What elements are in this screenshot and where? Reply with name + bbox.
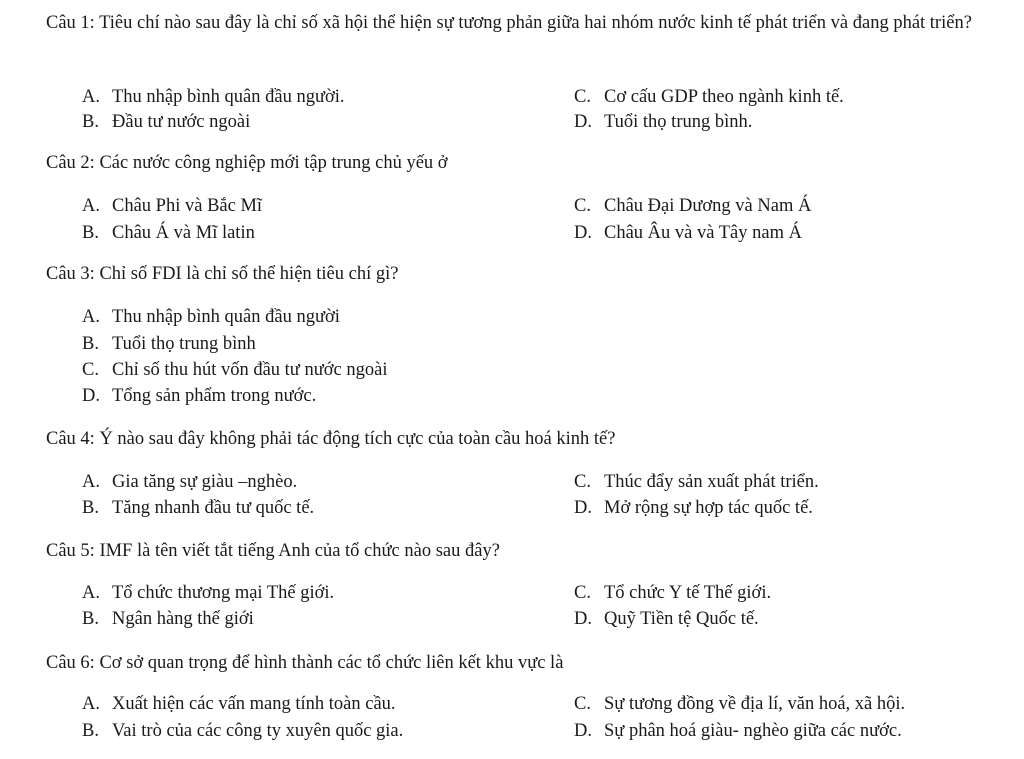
question-4-text: Câu 4: Ý nào sau đây không phải tác động tích cực của toàn cầu hoá kinh tế? — [46, 429, 616, 449]
option-text: Sự tương đồng về địa lí, văn hoá, xã hội. — [604, 694, 906, 714]
option-letter: B. — [82, 609, 99, 629]
option-letter: C. — [574, 196, 591, 216]
question-5-option-c — [574, 581, 771, 605]
question-1-text: Câu 1: Tiêu chí nào sau đây là chỉ số xã hội thể hiện sự tương phản giữa hai nhóm nước kinh tế phát triển và đang phát triển? — [46, 13, 972, 33]
option-letter: C. — [82, 360, 99, 380]
option-text: Tổng sản phẩm trong nước. — [112, 386, 317, 406]
option-text: Vai trò của các công ty xuyên quốc gia. — [112, 721, 404, 741]
option-text: Ngân hàng thế giới — [112, 609, 254, 629]
option-text: Tăng nhanh đầu tư quốc tế. — [112, 498, 315, 518]
question-1-option-a — [82, 85, 345, 109]
question-3-option-d — [82, 384, 316, 408]
option-letter: D. — [574, 609, 592, 629]
question-5-text: Câu 5: IMF là tên viết tắt tiếng Anh của tổ chức nào sau đây? — [46, 541, 500, 561]
question-3-option-b — [82, 332, 256, 356]
option-letter: B. — [82, 112, 99, 132]
option-text: Tổ chức Y tế Thế giới. — [604, 583, 772, 603]
option-letter: C. — [574, 472, 591, 492]
question-1-option-b — [82, 110, 250, 134]
option-letter: A. — [82, 472, 100, 492]
option-letter: B. — [82, 498, 99, 518]
question-2-option-b — [82, 221, 255, 245]
question-4-option-b — [82, 496, 314, 520]
option-letter: A. — [82, 583, 100, 603]
option-letter: D. — [574, 498, 592, 518]
question-1-option-c — [574, 85, 844, 109]
option-letter: C. — [574, 694, 591, 714]
question-6-option-c — [574, 692, 905, 716]
option-letter: B. — [82, 334, 99, 354]
option-text: Mở rộng sự hợp tác quốc tế. — [604, 498, 813, 518]
option-letter: B. — [82, 223, 99, 243]
option-letter: C. — [574, 87, 591, 107]
option-text: Châu Á và Mĩ latin — [112, 223, 255, 243]
question-2-option-c — [574, 194, 811, 218]
question-3-option-c — [82, 358, 387, 382]
option-text: Sự phân hoá giàu- nghèo giữa các nước. — [604, 721, 902, 741]
option-letter: A. — [82, 694, 100, 714]
question-5-option-d — [574, 607, 759, 631]
option-text: Thu nhập bình quân đầu người — [112, 307, 340, 327]
option-letter: D. — [82, 386, 100, 406]
option-text: Châu Đại Dương và Nam Á — [604, 196, 812, 216]
option-text: Tổ chức thương mại Thế giới. — [112, 583, 335, 603]
option-text: Châu Phi và Bắc Mĩ — [112, 196, 263, 216]
question-5-option-b — [82, 607, 254, 631]
question-6-option-b — [82, 719, 403, 743]
option-letter: A. — [82, 87, 100, 107]
question-2-option-d — [574, 221, 802, 245]
question-6-option-a — [82, 692, 396, 716]
option-text: Đầu tư nước ngoài — [112, 112, 251, 132]
question-2-option-a — [82, 194, 262, 218]
question-4-option-c — [574, 470, 819, 494]
question-4-option-d — [574, 496, 813, 520]
option-letter: D. — [574, 223, 592, 243]
question-4-option-a — [82, 470, 297, 494]
question-6-option-d — [574, 719, 902, 743]
option-text: Châu Âu và và Tây nam Á — [604, 223, 802, 243]
option-text: Cơ cấu GDP theo ngành kinh tế. — [604, 87, 844, 107]
option-letter: B. — [82, 721, 99, 741]
option-letter: D. — [574, 721, 592, 741]
option-letter: A. — [82, 196, 100, 216]
option-letter: D. — [574, 112, 592, 132]
option-text: Gia tăng sự giàu –nghèo. — [112, 472, 298, 492]
option-text: Thu nhập bình quân đầu người. — [112, 87, 345, 107]
option-text: Chỉ số thu hút vốn đầu tư nước ngoài — [112, 360, 388, 380]
question-3-option-a — [82, 305, 340, 329]
option-letter: C. — [574, 583, 591, 603]
option-text: Tuổi thọ trung bình — [112, 334, 256, 354]
option-text: Xuất hiện các vấn mang tính toàn cầu. — [112, 694, 396, 714]
option-text: Quỹ Tiền tệ Quốc tế. — [604, 609, 759, 629]
question-2-text: Câu 2: Các nước công nghiệp mới tập trung chủ yếu ở — [46, 153, 448, 173]
question-1-option-d — [574, 110, 752, 134]
question-5-option-a — [82, 581, 334, 605]
option-text: Thúc đẩy sản xuất phát triển. — [604, 472, 819, 492]
option-letter: A. — [82, 307, 100, 327]
question-3-text: Câu 3: Chỉ số FDI là chỉ số thể hiện tiêu chí gì? — [46, 264, 399, 284]
option-text: Tuổi thọ trung bình. — [604, 112, 753, 132]
question-6-text: Câu 6: Cơ sở quan trọng để hình thành các tổ chức liên kết khu vực là — [46, 653, 564, 673]
